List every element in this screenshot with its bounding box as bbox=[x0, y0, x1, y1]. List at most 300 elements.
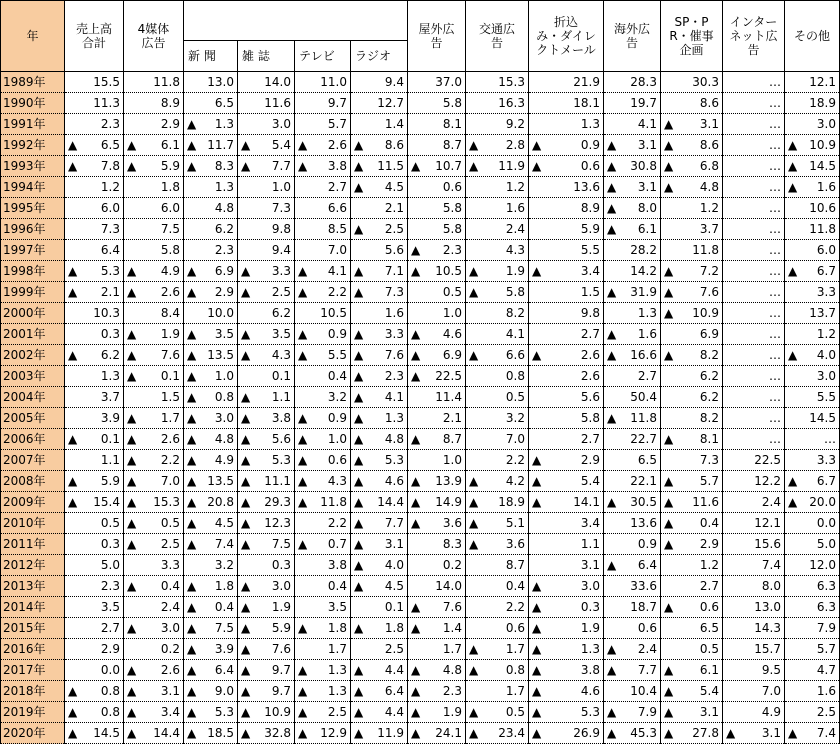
decrease-triangle-icon: ▲ bbox=[469, 495, 479, 509]
decrease-triangle-icon: ▲ bbox=[68, 138, 78, 152]
decrease-triangle-icon: ▲ bbox=[241, 642, 251, 656]
table-cell: ▲ 1.9 bbox=[238, 597, 295, 618]
table-cell: ▲ 2.9 bbox=[661, 534, 723, 555]
table-cell: 2.4 bbox=[723, 492, 785, 513]
table-cell: 8.4 bbox=[124, 303, 184, 324]
table-cell: 12.1 bbox=[723, 513, 785, 534]
decrease-triangle-icon: ▲ bbox=[411, 516, 421, 530]
table-cell: ▲ 4.1 bbox=[295, 261, 351, 282]
table-cell: ▲ 11.1 bbox=[238, 471, 295, 492]
table-cell: 7.9 bbox=[785, 618, 840, 639]
table-cell: ▲ 2.6 bbox=[124, 660, 184, 681]
decrease-triangle-icon: ▲ bbox=[241, 516, 251, 530]
table-cell: 4.9 bbox=[723, 702, 785, 723]
table-cell: 1.4 bbox=[351, 114, 408, 135]
row-year: 1998年 bbox=[1, 261, 65, 282]
table-cell: ▲ 1.8 bbox=[184, 576, 238, 597]
table-cell: 0.3 bbox=[238, 555, 295, 576]
decrease-triangle-icon: ▲ bbox=[354, 138, 364, 152]
decrease-triangle-icon: ▲ bbox=[607, 159, 617, 173]
table-cell: ▲ 5.8 bbox=[466, 282, 529, 303]
table-row bbox=[1, 93, 840, 114]
decrease-triangle-icon: ▲ bbox=[127, 705, 137, 719]
table-cell: ▲ 0.9 bbox=[295, 324, 351, 345]
table-cell: ▲ 7.9 bbox=[604, 702, 661, 723]
decrease-triangle-icon: ▲ bbox=[298, 432, 308, 446]
decrease-triangle-icon: ▲ bbox=[127, 411, 137, 425]
table-cell: 1.3 bbox=[184, 177, 238, 198]
table-cell: 1.3 bbox=[529, 114, 604, 135]
decrease-triangle-icon: ▲ bbox=[788, 180, 798, 194]
table-cell: 1.7 bbox=[295, 639, 351, 660]
table-cell: ▲ 10.5 bbox=[408, 261, 466, 282]
decrease-triangle-icon: ▲ bbox=[607, 705, 617, 719]
decrease-triangle-icon: ▲ bbox=[607, 726, 617, 740]
decrease-triangle-icon: ▲ bbox=[68, 264, 78, 278]
table-cell: 13.6 bbox=[529, 177, 604, 198]
decrease-triangle-icon: ▲ bbox=[187, 663, 197, 677]
table-cell: ▲ 0.5 bbox=[466, 702, 529, 723]
table-cell: ▲ 6.4 bbox=[351, 681, 408, 702]
table-cell: ▲ 7.3 bbox=[351, 282, 408, 303]
table-cell: 5.6 bbox=[529, 387, 604, 408]
decrease-triangle-icon: ▲ bbox=[241, 390, 251, 404]
table-cell: 10.5 bbox=[295, 303, 351, 324]
table-cell: ▲ 29.3 bbox=[238, 492, 295, 513]
table-cell: ▲ 13.9 bbox=[408, 471, 466, 492]
table-row bbox=[1, 135, 840, 156]
table-cell: 1.6 bbox=[785, 681, 840, 702]
decrease-triangle-icon: ▲ bbox=[607, 138, 617, 152]
table-cell: ▲ 4.0 bbox=[351, 555, 408, 576]
table-cell: 30.3 bbox=[661, 72, 723, 93]
table-cell: 11.8 bbox=[124, 72, 184, 93]
table-cell: ▲ 5.4 bbox=[661, 681, 723, 702]
decrease-triangle-icon: ▲ bbox=[298, 159, 308, 173]
decrease-triangle-icon: ▲ bbox=[127, 285, 137, 299]
decrease-triangle-icon: ▲ bbox=[241, 495, 251, 509]
decrease-triangle-icon: ▲ bbox=[68, 684, 78, 698]
decrease-triangle-icon: ▲ bbox=[68, 726, 78, 740]
table-cell: … bbox=[723, 387, 785, 408]
table-cell: 0.2 bbox=[408, 555, 466, 576]
table-cell: 2.9 bbox=[65, 639, 124, 660]
table-row bbox=[1, 114, 840, 135]
table-cell: 9.2 bbox=[466, 114, 529, 135]
table-cell: ▲ 6.7 bbox=[785, 261, 840, 282]
table-cell: ▲ 24.1 bbox=[408, 723, 466, 744]
decrease-triangle-icon: ▲ bbox=[411, 327, 421, 341]
decrease-triangle-icon: ▲ bbox=[127, 432, 137, 446]
decrease-triangle-icon: ▲ bbox=[187, 537, 197, 551]
table-cell: ▲ 4.8 bbox=[184, 429, 238, 450]
table-cell: 0.5 bbox=[661, 639, 723, 660]
decrease-triangle-icon: ▲ bbox=[187, 285, 197, 299]
table-cell: ▲ 2.9 bbox=[529, 450, 604, 471]
table-cell: 0.1 bbox=[351, 597, 408, 618]
table-cell: ▲ 1.6 bbox=[604, 324, 661, 345]
table-cell: … bbox=[723, 324, 785, 345]
table-cell: 3.4 bbox=[529, 513, 604, 534]
table-cell: ▲ 0.8 bbox=[184, 387, 238, 408]
table-cell: 6.5 bbox=[184, 93, 238, 114]
decrease-triangle-icon: ▲ bbox=[298, 663, 308, 677]
decrease-triangle-icon: ▲ bbox=[664, 474, 674, 488]
decrease-triangle-icon: ▲ bbox=[298, 138, 308, 152]
table-row bbox=[1, 639, 840, 660]
decrease-triangle-icon: ▲ bbox=[127, 495, 137, 509]
table-cell: ▲ 7.2 bbox=[661, 261, 723, 282]
table-cell: 22.7 bbox=[604, 429, 661, 450]
table-cell: … bbox=[723, 219, 785, 240]
decrease-triangle-icon: ▲ bbox=[241, 285, 251, 299]
table-cell: 1.0 bbox=[408, 450, 466, 471]
row-year: 1997年 bbox=[1, 240, 65, 261]
table-cell: ▲ 26.9 bbox=[529, 723, 604, 744]
table-cell: 2.7 bbox=[529, 324, 604, 345]
decrease-triangle-icon: ▲ bbox=[411, 348, 421, 362]
table-cell: 5.9 bbox=[529, 219, 604, 240]
decrease-triangle-icon: ▲ bbox=[788, 264, 798, 278]
table-cell: 9.4 bbox=[238, 240, 295, 261]
table-cell: 3.5 bbox=[295, 597, 351, 618]
table-cell: ▲ 1.3 bbox=[295, 660, 351, 681]
table-cell: 6.0 bbox=[785, 240, 840, 261]
row-year: 1991年 bbox=[1, 114, 65, 135]
table-cell: 10.0 bbox=[184, 303, 238, 324]
table-cell: ▲ 0.5 bbox=[124, 513, 184, 534]
table-cell: 2.4 bbox=[124, 597, 184, 618]
table-cell: ▲ 6.8 bbox=[661, 156, 723, 177]
table-cell: ▲ 4.4 bbox=[351, 702, 408, 723]
decrease-triangle-icon: ▲ bbox=[607, 642, 617, 656]
table-cell: … bbox=[723, 408, 785, 429]
decrease-triangle-icon: ▲ bbox=[607, 327, 617, 341]
decrease-triangle-icon: ▲ bbox=[298, 705, 308, 719]
table-cell: ▲ 5.4 bbox=[529, 471, 604, 492]
table-cell: ▲ 7.8 bbox=[65, 156, 124, 177]
decrease-triangle-icon: ▲ bbox=[354, 432, 364, 446]
table-cell: 13.0 bbox=[723, 597, 785, 618]
decrease-triangle-icon: ▲ bbox=[664, 138, 674, 152]
decrease-triangle-icon: ▲ bbox=[607, 222, 617, 236]
decrease-triangle-icon: ▲ bbox=[532, 642, 542, 656]
decrease-triangle-icon: ▲ bbox=[664, 348, 674, 362]
table-cell: 15.6 bbox=[723, 534, 785, 555]
decrease-triangle-icon: ▲ bbox=[469, 264, 479, 278]
table-cell: ▲ 2.6 bbox=[124, 282, 184, 303]
table-cell: ▲ 3.9 bbox=[184, 639, 238, 660]
decrease-triangle-icon: ▲ bbox=[354, 684, 364, 698]
table-cell: ▲ 1.9 bbox=[466, 261, 529, 282]
table-cell: ▲ 7.6 bbox=[238, 639, 295, 660]
decrease-triangle-icon: ▲ bbox=[607, 285, 617, 299]
table-cell: ▲ 10.7 bbox=[408, 156, 466, 177]
decrease-triangle-icon: ▲ bbox=[664, 159, 674, 173]
decrease-triangle-icon: ▲ bbox=[241, 327, 251, 341]
table-cell: 6.6 bbox=[295, 198, 351, 219]
table-cell: 2.4 bbox=[466, 219, 529, 240]
table-cell: ▲ 3.6 bbox=[408, 513, 466, 534]
decrease-triangle-icon: ▲ bbox=[68, 474, 78, 488]
table-cell: ▲ 1.9 bbox=[529, 618, 604, 639]
decrease-triangle-icon: ▲ bbox=[607, 201, 617, 215]
table-cell: ▲ 0.4 bbox=[184, 597, 238, 618]
table-cell: ▲ 0.6 bbox=[661, 597, 723, 618]
table-cell: ▲ 7.5 bbox=[238, 534, 295, 555]
table-cell: ▲ 4.8 bbox=[408, 660, 466, 681]
table-cell: ▲ 1.0 bbox=[295, 429, 351, 450]
table-cell: ▲ 1.7 bbox=[466, 639, 529, 660]
decrease-triangle-icon: ▲ bbox=[411, 432, 421, 446]
decrease-triangle-icon: ▲ bbox=[411, 369, 421, 383]
decrease-triangle-icon: ▲ bbox=[607, 495, 617, 509]
decrease-triangle-icon: ▲ bbox=[607, 348, 617, 362]
table-cell: ▲ 7.4 bbox=[184, 534, 238, 555]
row-year: 2009年 bbox=[1, 492, 65, 513]
table-cell: ▲ 6.9 bbox=[408, 345, 466, 366]
table-cell: ▲ 5.3 bbox=[529, 702, 604, 723]
decrease-triangle-icon: ▲ bbox=[298, 537, 308, 551]
table-cell: 1.2 bbox=[785, 324, 840, 345]
decrease-triangle-icon: ▲ bbox=[532, 579, 542, 593]
table-cell: 5.8 bbox=[408, 93, 466, 114]
decrease-triangle-icon: ▲ bbox=[127, 264, 137, 278]
decrease-triangle-icon: ▲ bbox=[241, 411, 251, 425]
decrease-triangle-icon: ▲ bbox=[354, 369, 364, 383]
decrease-triangle-icon: ▲ bbox=[664, 537, 674, 551]
table-cell: 0.6 bbox=[408, 177, 466, 198]
table-cell: ▲ 3.5 bbox=[184, 324, 238, 345]
table-cell: 5.0 bbox=[65, 555, 124, 576]
decrease-triangle-icon: ▲ bbox=[788, 159, 798, 173]
table-cell: 1.6 bbox=[466, 198, 529, 219]
table-cell: 8.1 bbox=[408, 114, 466, 135]
decrease-triangle-icon: ▲ bbox=[354, 264, 364, 278]
table-cell: 0.1 bbox=[238, 366, 295, 387]
table-cell: ▲ 7.1 bbox=[351, 261, 408, 282]
table-cell: 1.8 bbox=[124, 177, 184, 198]
decrease-triangle-icon: ▲ bbox=[187, 432, 197, 446]
decrease-triangle-icon: ▲ bbox=[298, 327, 308, 341]
decrease-triangle-icon: ▲ bbox=[664, 600, 674, 614]
header-four-media: 4媒体 広告 bbox=[124, 1, 184, 72]
table-cell: … bbox=[723, 198, 785, 219]
table-cell: ▲ 3.8 bbox=[238, 408, 295, 429]
decrease-triangle-icon: ▲ bbox=[532, 348, 542, 362]
table-row bbox=[1, 576, 840, 597]
table-cell: 2.7 bbox=[661, 576, 723, 597]
table-cell: 2.7 bbox=[604, 366, 661, 387]
table-cell: ▲ 3.3 bbox=[238, 261, 295, 282]
table-cell: 8.5 bbox=[295, 219, 351, 240]
table-cell: 11.0 bbox=[295, 72, 351, 93]
table-cell: 7.3 bbox=[238, 198, 295, 219]
table-cell: 0.3 bbox=[65, 324, 124, 345]
row-year: 1999年 bbox=[1, 282, 65, 303]
table-cell: ▲ 3.0 bbox=[124, 618, 184, 639]
table-cell: 18.1 bbox=[529, 93, 604, 114]
table-row bbox=[1, 282, 840, 303]
table-cell: 6.2 bbox=[238, 303, 295, 324]
decrease-triangle-icon: ▲ bbox=[469, 348, 479, 362]
decrease-triangle-icon: ▲ bbox=[354, 285, 364, 299]
table-cell: 4.7 bbox=[785, 660, 840, 681]
table-cell: ▲ 27.8 bbox=[661, 723, 723, 744]
decrease-triangle-icon: ▲ bbox=[532, 453, 542, 467]
table-cell: ▲ 9.7 bbox=[238, 681, 295, 702]
row-year: 2012年 bbox=[1, 555, 65, 576]
table-cell: 3.1 bbox=[529, 555, 604, 576]
table-cell: 3.2 bbox=[184, 555, 238, 576]
header-newspaper: 新 聞 bbox=[184, 41, 238, 72]
decrease-triangle-icon: ▲ bbox=[788, 348, 798, 362]
table-cell: ▲ 30.8 bbox=[604, 156, 661, 177]
table-cell: ▲ 0.8 bbox=[65, 702, 124, 723]
table-cell: ▲ 5.3 bbox=[65, 261, 124, 282]
row-year: 2011年 bbox=[1, 534, 65, 555]
table-cell: ▲ 11.8 bbox=[295, 492, 351, 513]
decrease-triangle-icon: ▲ bbox=[354, 411, 364, 425]
table-cell: 0.8 bbox=[466, 366, 529, 387]
table-row bbox=[1, 324, 840, 345]
decrease-triangle-icon: ▲ bbox=[298, 285, 308, 299]
table-cell: ▲ 4.4 bbox=[351, 660, 408, 681]
table-cell: 11.4 bbox=[408, 387, 466, 408]
table-cell: ▲ 18.5 bbox=[184, 723, 238, 744]
decrease-triangle-icon: ▲ bbox=[187, 705, 197, 719]
decrease-triangle-icon: ▲ bbox=[469, 663, 479, 677]
table-cell: ▲ 2.1 bbox=[65, 282, 124, 303]
decrease-triangle-icon: ▲ bbox=[664, 705, 674, 719]
table-cell: 6.9 bbox=[661, 324, 723, 345]
table-cell: ▲ 10.9 bbox=[785, 135, 840, 156]
table-cell: 37.0 bbox=[408, 72, 466, 93]
header-magazine: 雑 誌 bbox=[238, 41, 295, 72]
decrease-triangle-icon: ▲ bbox=[127, 663, 137, 677]
table-cell: ▲ 2.8 bbox=[466, 135, 529, 156]
table-cell: 0.3 bbox=[65, 534, 124, 555]
table-cell: … bbox=[723, 345, 785, 366]
decrease-triangle-icon: ▲ bbox=[607, 180, 617, 194]
table-cell: ▲ 0.1 bbox=[124, 366, 184, 387]
table-cell: ▲ 14.5 bbox=[785, 156, 840, 177]
table-row bbox=[1, 366, 840, 387]
decrease-triangle-icon: ▲ bbox=[788, 726, 798, 740]
decrease-triangle-icon: ▲ bbox=[68, 348, 78, 362]
decrease-triangle-icon: ▲ bbox=[664, 684, 674, 698]
table-cell: ▲ 1.3 bbox=[529, 639, 604, 660]
header-radio: ラジオ bbox=[351, 41, 408, 72]
table-row bbox=[1, 534, 840, 555]
table-cell: 9.8 bbox=[238, 219, 295, 240]
table-cell: 13.0 bbox=[184, 72, 238, 93]
table-cell: ▲ 9.0 bbox=[184, 681, 238, 702]
table-cell: ▲ 8.7 bbox=[408, 429, 466, 450]
decrease-triangle-icon: ▲ bbox=[411, 474, 421, 488]
decrease-triangle-icon: ▲ bbox=[411, 726, 421, 740]
table-cell: ▲ 30.5 bbox=[604, 492, 661, 513]
row-year: 2014年 bbox=[1, 597, 65, 618]
table-cell: ▲ 1.1 bbox=[238, 387, 295, 408]
table-cell: 5.6 bbox=[351, 240, 408, 261]
table-cell: 3.0 bbox=[785, 114, 840, 135]
decrease-triangle-icon: ▲ bbox=[469, 642, 479, 656]
table-cell: 8.7 bbox=[466, 555, 529, 576]
decrease-triangle-icon: ▲ bbox=[354, 348, 364, 362]
table-cell: 13.6 bbox=[604, 513, 661, 534]
table-cell: 12.1 bbox=[785, 72, 840, 93]
decrease-triangle-icon: ▲ bbox=[298, 495, 308, 509]
decrease-triangle-icon: ▲ bbox=[532, 663, 542, 677]
table-row bbox=[1, 660, 840, 681]
table-cell: ▲ 2.9 bbox=[184, 282, 238, 303]
table-cell: 6.5 bbox=[661, 618, 723, 639]
decrease-triangle-icon: ▲ bbox=[187, 453, 197, 467]
table-cell: 14.5 bbox=[785, 408, 840, 429]
table-cell: ▲ 2.3 bbox=[408, 240, 466, 261]
table-cell: ▲ 5.7 bbox=[661, 471, 723, 492]
decrease-triangle-icon: ▲ bbox=[354, 474, 364, 488]
table-cell: ▲ 2.2 bbox=[124, 450, 184, 471]
row-year: 2007年 bbox=[1, 450, 65, 471]
table-cell: ▲ 1.3 bbox=[184, 114, 238, 135]
table-row bbox=[1, 429, 840, 450]
decrease-triangle-icon: ▲ bbox=[187, 138, 197, 152]
table-cell: ▲ 3.4 bbox=[124, 702, 184, 723]
table-row bbox=[1, 492, 840, 513]
decrease-triangle-icon: ▲ bbox=[607, 558, 617, 572]
table-cell: ▲ 3.8 bbox=[295, 156, 351, 177]
table-cell: 8.2 bbox=[466, 303, 529, 324]
table-cell: 3.7 bbox=[661, 219, 723, 240]
table-cell: ▲ 10.9 bbox=[238, 702, 295, 723]
decrease-triangle-icon: ▲ bbox=[127, 348, 137, 362]
decrease-triangle-icon: ▲ bbox=[469, 285, 479, 299]
table-cell: ▲ 0.4 bbox=[124, 576, 184, 597]
table-cell: … bbox=[723, 429, 785, 450]
decrease-triangle-icon: ▲ bbox=[127, 453, 137, 467]
decrease-triangle-icon: ▲ bbox=[532, 684, 542, 698]
decrease-triangle-icon: ▲ bbox=[411, 159, 421, 173]
table-cell: 1.2 bbox=[466, 177, 529, 198]
decrease-triangle-icon: ▲ bbox=[298, 621, 308, 635]
table-cell: 15.5 bbox=[65, 72, 124, 93]
decrease-triangle-icon: ▲ bbox=[187, 348, 197, 362]
table-cell: ▲ 0.1 bbox=[65, 429, 124, 450]
decrease-triangle-icon: ▲ bbox=[68, 285, 78, 299]
row-year: 1992年 bbox=[1, 135, 65, 156]
table-cell: ▲ 2.6 bbox=[295, 135, 351, 156]
table-cell: ▲ 6.2 bbox=[65, 345, 124, 366]
table-cell: ▲ 3.8 bbox=[529, 660, 604, 681]
table-cell: ▲ 3.0 bbox=[238, 576, 295, 597]
table-cell: 5.7 bbox=[785, 639, 840, 660]
decrease-triangle-icon: ▲ bbox=[68, 159, 78, 173]
table-cell: ▲ 0.4 bbox=[661, 513, 723, 534]
header-sp: SP・P R・催事 企画 bbox=[661, 1, 723, 72]
table-cell: 33.6 bbox=[604, 576, 661, 597]
decrease-triangle-icon: ▲ bbox=[607, 411, 617, 425]
table-cell: ▲ 6.4 bbox=[184, 660, 238, 681]
decrease-triangle-icon: ▲ bbox=[532, 600, 542, 614]
table-cell: 3.9 bbox=[65, 408, 124, 429]
decrease-triangle-icon: ▲ bbox=[187, 600, 197, 614]
decrease-triangle-icon: ▲ bbox=[298, 726, 308, 740]
table-cell: 6.3 bbox=[785, 597, 840, 618]
table-cell: 14.0 bbox=[408, 576, 466, 597]
table-cell: 0.0 bbox=[785, 513, 840, 534]
